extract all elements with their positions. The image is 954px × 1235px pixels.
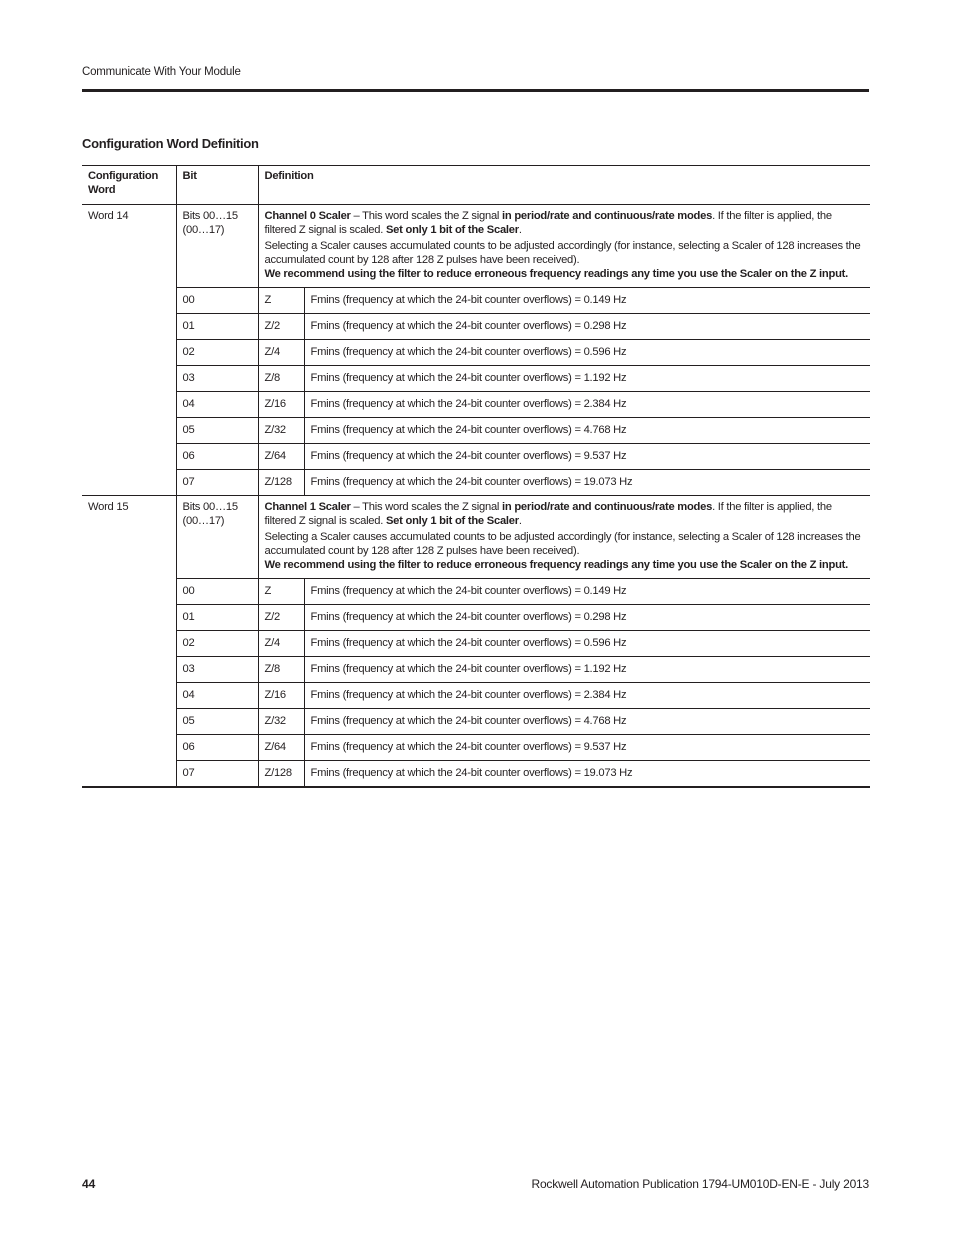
bit-value-cell: 00 [176, 288, 258, 314]
definition-text: – This word scales the Z signal [350, 210, 503, 222]
definition-summary [265, 500, 865, 528]
bit-value-cell: 02 [176, 631, 258, 657]
table-title: Configuration Word Definition [82, 136, 259, 151]
fmins-description-cell: Fmins (frequency at which the 24-bit counter overflows) = 19.073 Hz [304, 470, 870, 496]
scaler-option-row [82, 761, 870, 788]
definition-cell [258, 205, 870, 288]
bit-value-cell: 06 [176, 735, 258, 761]
col-header-definition: Definition [258, 166, 870, 205]
table-header-row [82, 166, 870, 205]
bit-value-cell: 07 [176, 761, 258, 788]
definition-recommendation: We recommend using the filter to reduce erroneous frequency readings any time you use the Scaler on the Z input. [264, 268, 849, 280]
fmins-description-cell: Fmins (frequency at which the 24-bit counter overflows) = 2.384 Hz [304, 683, 870, 709]
scale-value-cell: Z/8 [258, 366, 304, 392]
scale-value-cell: Z/2 [258, 314, 304, 340]
fmins-description-cell: Fmins (frequency at which the 24-bit counter overflows) = 9.537 Hz [304, 735, 870, 761]
scale-value-cell: Z/16 [258, 392, 304, 418]
scaler-option-row [82, 470, 870, 496]
bit-range-cell: Bits 00…15 (00…17) [176, 496, 258, 579]
scaler-option-row [82, 340, 870, 366]
bit-value-cell: 03 [176, 657, 258, 683]
scale-value-cell: Z/4 [258, 631, 304, 657]
table-body [82, 205, 870, 788]
scale-value-cell: Z [258, 288, 304, 314]
bit-value-cell: 06 [176, 444, 258, 470]
definition-emphasis: in period/rate and continuous/rate modes [502, 210, 713, 222]
bit-value-cell: 02 [176, 340, 258, 366]
recommendation-paragraph [265, 558, 865, 572]
bit-value-cell: 05 [176, 418, 258, 444]
fmins-description-cell: Fmins (frequency at which the 24-bit counter overflows) = 1.192 Hz [304, 366, 870, 392]
scaler-option-row [82, 314, 870, 340]
bit-value-cell: 05 [176, 709, 258, 735]
definition-cell [258, 496, 870, 579]
scale-value-cell: Z/2 [258, 605, 304, 631]
scaler-title: Channel 1 Scaler [264, 501, 351, 513]
fmins-description-cell: Fmins (frequency at which the 24-bit counter overflows) = 0.596 Hz [304, 631, 870, 657]
scaler-title: Channel 0 Scaler [264, 210, 351, 222]
fmins-description-cell: Fmins (frequency at which the 24-bit counter overflows) = 0.298 Hz [304, 314, 870, 340]
page-number: 44 [82, 1177, 96, 1191]
config-word-cell: Word 15 [82, 496, 176, 788]
definition-recommendation: We recommend using the filter to reduce erroneous frequency readings any time you use the Scaler on the Z input. [264, 559, 849, 571]
scale-value-cell: Z/128 [258, 761, 304, 788]
bit-value-cell: 01 [176, 314, 258, 340]
scaler-option-row [82, 683, 870, 709]
scale-value-cell: Z [258, 579, 304, 605]
fmins-description-cell: Fmins (frequency at which the 24-bit counter overflows) = 19.073 Hz [304, 761, 870, 788]
fmins-description-cell: Fmins (frequency at which the 24-bit counter overflows) = 0.149 Hz [304, 579, 870, 605]
scale-value-cell: Z/32 [258, 709, 304, 735]
fmins-description-cell: Fmins (frequency at which the 24-bit counter overflows) = 0.596 Hz [304, 340, 870, 366]
col-header-config-word: Configuration Word [82, 166, 176, 205]
definition-summary [265, 209, 865, 237]
definition-emphasis: Set only 1 bit of the Scaler [385, 515, 519, 527]
scaler-option-row [82, 579, 870, 605]
definition-text: – This word scales the Z signal [350, 501, 503, 513]
fmins-description-cell: Fmins (frequency at which the 24-bit counter overflows) = 4.768 Hz [304, 418, 870, 444]
fmins-description-cell: Fmins (frequency at which the 24-bit counter overflows) = 0.298 Hz [304, 605, 870, 631]
scale-value-cell: Z/32 [258, 418, 304, 444]
scaler-option-row [82, 735, 870, 761]
config-word-cell: Word 14 [82, 205, 176, 496]
scale-value-cell: Z/64 [258, 444, 304, 470]
scale-value-cell: Z/4 [258, 340, 304, 366]
bit-value-cell: 04 [176, 392, 258, 418]
bit-value-cell: 03 [176, 366, 258, 392]
definition-scaler-note: Selecting a Scaler causes accumulated counts to be adjusted accordingly (for instance, selecting a Scaler of 128 increases the accumulated count by 128 after 128 Z pulses have been received). [264, 531, 861, 557]
fmins-description-cell: Fmins (frequency at which the 24-bit counter overflows) = 1.192 Hz [304, 657, 870, 683]
definition-emphasis: in period/rate and continuous/rate modes [502, 501, 713, 513]
bit-value-cell: 04 [176, 683, 258, 709]
scaler-option-row [82, 366, 870, 392]
scaler-option-row [82, 605, 870, 631]
scaler-option-row [82, 631, 870, 657]
scale-value-cell: Z/16 [258, 683, 304, 709]
definition-emphasis: Set only 1 bit of the Scaler [385, 224, 519, 236]
bit-value-cell: 00 [176, 579, 258, 605]
definition-text: . [518, 224, 522, 236]
scaler-option-row [82, 288, 870, 314]
recommendation-paragraph [265, 267, 865, 281]
col-header-bit: Bit [176, 166, 258, 205]
scaler-option-row [82, 392, 870, 418]
bit-range-cell: Bits 00…15 (00…17) [176, 205, 258, 288]
fmins-description-cell: Fmins (frequency at which the 24-bit counter overflows) = 4.768 Hz [304, 709, 870, 735]
definition-text: . If the filter is applied, the filtered Z signal is scaled. [264, 501, 832, 527]
scale-value-cell: Z/128 [258, 470, 304, 496]
fmins-description-cell: Fmins (frequency at which the 24-bit counter overflows) = 9.537 Hz [304, 444, 870, 470]
scale-value-cell: Z/64 [258, 735, 304, 761]
scaler-option-row [82, 709, 870, 735]
bit-value-cell: 01 [176, 605, 258, 631]
definition-scaler-note: Selecting a Scaler causes accumulated counts to be adjusted accordingly (for instance, selecting a Scaler of 128 increases the accumulated count by 128 after 128 Z pulses have been received). [264, 240, 861, 266]
scaler-option-row [82, 657, 870, 683]
header-rule [82, 89, 869, 92]
fmins-description-cell: Fmins (frequency at which the 24-bit counter overflows) = 2.384 Hz [304, 392, 870, 418]
scaler-option-row [82, 418, 870, 444]
running-header: Communicate With Your Module [82, 66, 241, 78]
fmins-description-cell: Fmins (frequency at which the 24-bit counter overflows) = 0.149 Hz [304, 288, 870, 314]
publication-info: Rockwell Automation Publication 1794-UM010D-EN-E - July 2013 [531, 1177, 869, 1191]
configuration-word-table [82, 165, 870, 788]
bit-value-cell: 07 [176, 470, 258, 496]
config-word-row [82, 496, 870, 579]
definition-text: . If the filter is applied, the filtered Z signal is scaled. [264, 210, 832, 236]
scale-value-cell: Z/8 [258, 657, 304, 683]
scaler-option-row [82, 444, 870, 470]
config-word-row [82, 205, 870, 288]
definition-text: . [518, 515, 522, 527]
